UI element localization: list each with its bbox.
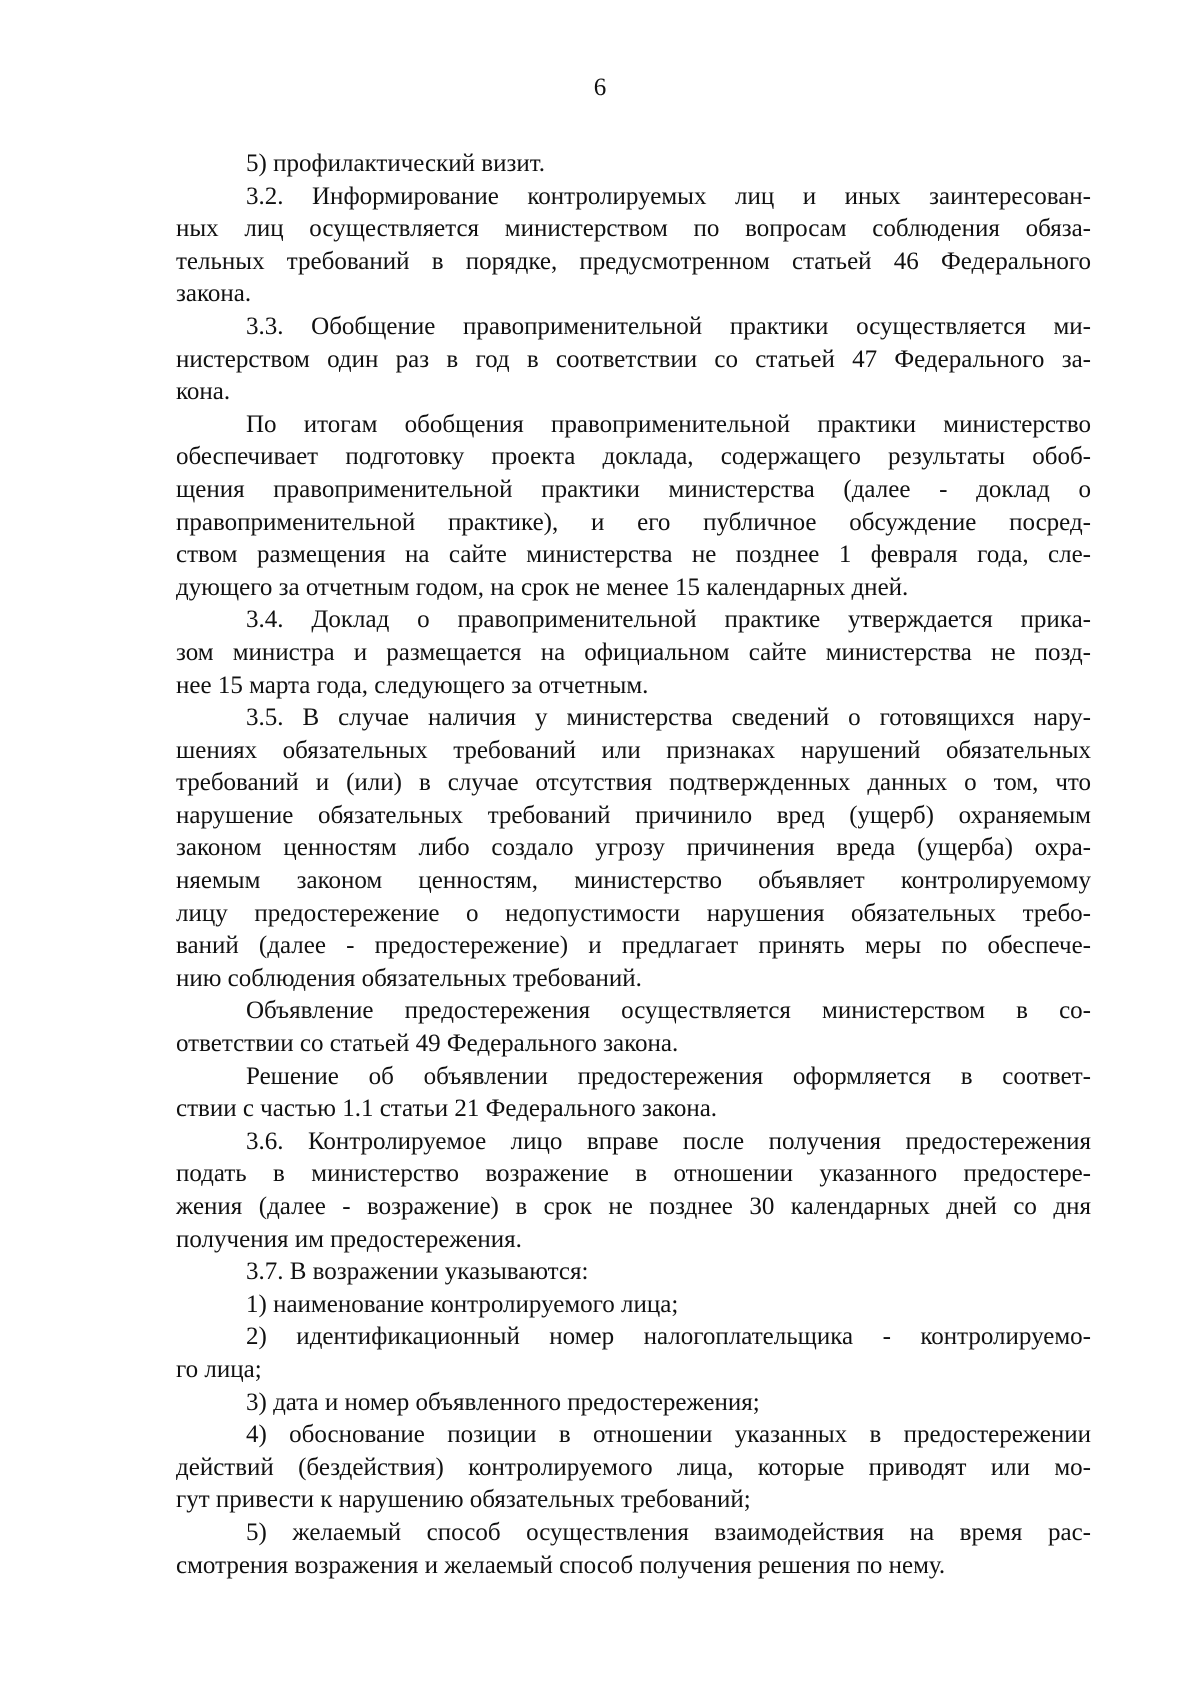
- text-line: 1) наименование контролируемого лица;: [246, 1290, 679, 1318]
- text-line: Объявление предостережения осуществляется министерством в со-: [246, 997, 1091, 1025]
- paragraph: [176, 409, 1091, 605]
- paragraph: [176, 1387, 1091, 1420]
- paragraph: [176, 181, 1091, 311]
- text-line: нистерством один раз в год в соответствии со статьей 47 Федерального за-: [176, 345, 1091, 373]
- text-line: 3.2. Информирование контролируемых лиц и иных заинтересован-: [246, 182, 1091, 210]
- text-line: 3.7. В возражении указываются:: [246, 1258, 589, 1286]
- paragraph: [176, 1289, 1091, 1322]
- paragraph: [176, 311, 1091, 409]
- text-line: щения правоприменительной практики министерства (далее - доклад о: [176, 475, 1091, 503]
- text-line: 3.6. Контролируемое лицо вправе после получения предостережения: [246, 1127, 1091, 1155]
- paragraph: [176, 1061, 1091, 1126]
- text-line: По итогам обобщения правоприменительной практики министерство: [246, 410, 1091, 438]
- paragraph: [176, 995, 1091, 1060]
- text-line: ствии с частью 1.1 статьи 21 Федерального закона.: [176, 1095, 718, 1123]
- text-line: нарушение обязательных требований причинило вред (ущерб) охраняемым: [176, 801, 1091, 829]
- text-line: подать в министерство возражение в отношении указанного предостере-: [176, 1160, 1091, 1188]
- text-line: ством размещения на сайте министерства не позднее 1 февраля года, сле-: [176, 541, 1091, 569]
- text-line: лицу предостережение о недопустимости нарушения обязательных требо-: [176, 899, 1091, 927]
- text-line: гут привести к нарушению обязательных требований;: [176, 1486, 751, 1514]
- paragraph: [176, 1321, 1091, 1386]
- text-line: го лица;: [176, 1355, 262, 1383]
- paragraph: [176, 1517, 1091, 1582]
- text-line: закона.: [176, 280, 252, 308]
- text-line: 4) обоснование позиции в отношении указанных в предостережении: [246, 1421, 1091, 1449]
- text-line: 3.4. Доклад о правоприменительной практике утверждается прика-: [246, 606, 1091, 634]
- text-line: шениях обязательных требований или признаках нарушений обязательных: [176, 736, 1091, 764]
- document-body: [176, 148, 1091, 1582]
- text-line: 3.5. В случае наличия у министерства сведений о готовящихся нару-: [246, 704, 1091, 732]
- paragraph: [176, 1126, 1091, 1256]
- text-line: дующего за отчетным годом, на срок не менее 15 календарных дней.: [176, 573, 909, 601]
- paragraph: [176, 604, 1091, 702]
- text-line: Решение об объявлении предостережения оформляется в соответ-: [246, 1062, 1091, 1090]
- text-line: 3.3. Обобщение правоприменительной практики осуществляется ми-: [246, 312, 1091, 340]
- text-line: ответствии со статьей 49 Федерального закона.: [176, 1030, 679, 1058]
- text-line: ных лиц осуществляется министерством по вопросам соблюдения обяза-: [176, 215, 1091, 243]
- paragraph: [176, 1419, 1091, 1517]
- text-line: зом министра и размещается на официальном сайте министерства не позд-: [176, 638, 1091, 666]
- text-line: действий (бездействия) контролируемого лица, которые приводят или мо-: [176, 1453, 1091, 1481]
- text-line: требований и (или) в случае отсутствия подтвержденных данных о том, что: [176, 769, 1091, 797]
- text-line: 5) желаемый способ осуществления взаимодействия на время рас-: [246, 1518, 1091, 1546]
- text-line: обеспечивает подготовку проекта доклада, содержащего результаты обоб-: [176, 443, 1091, 471]
- text-line: 3) дата и номер объявленного предостережения;: [246, 1388, 760, 1416]
- text-line: нию соблюдения обязательных требований.: [176, 964, 642, 992]
- text-line: кона.: [176, 378, 231, 406]
- text-line: нее 15 марта года, следующего за отчетным.: [176, 671, 649, 699]
- paragraph: [176, 1256, 1091, 1289]
- text-line: жения (далее - возражение) в срок не позднее 30 календарных дней со дня: [176, 1193, 1091, 1220]
- paragraph: [176, 148, 1091, 181]
- paragraph: [176, 702, 1091, 995]
- text-line: 5) профилактический визит.: [246, 150, 545, 177]
- text-line: законом ценностям либо создало угрозу причинения вреда (ущерба) охра-: [176, 834, 1091, 862]
- text-line: получения им предостережения.: [176, 1225, 522, 1253]
- text-line: смотрения возражения и желаемый способ получения решения по нему.: [176, 1551, 946, 1579]
- text-line: няемым законом ценностям, министерство объявляет контролируемому: [176, 867, 1091, 895]
- text-line: 2) идентификационный номер налогоплательщика - контролируемо-: [246, 1323, 1091, 1351]
- text-line: правоприменительной практике), и его публичное обсуждение посред-: [176, 508, 1091, 536]
- text-line: ваний (далее - предостережение) и предлагает принять меры по обеспече-: [176, 932, 1091, 960]
- page-number: 6: [593, 74, 607, 101]
- text-line: тельных требований в порядке, предусмотренном статьей 46 Федерального: [176, 247, 1091, 275]
